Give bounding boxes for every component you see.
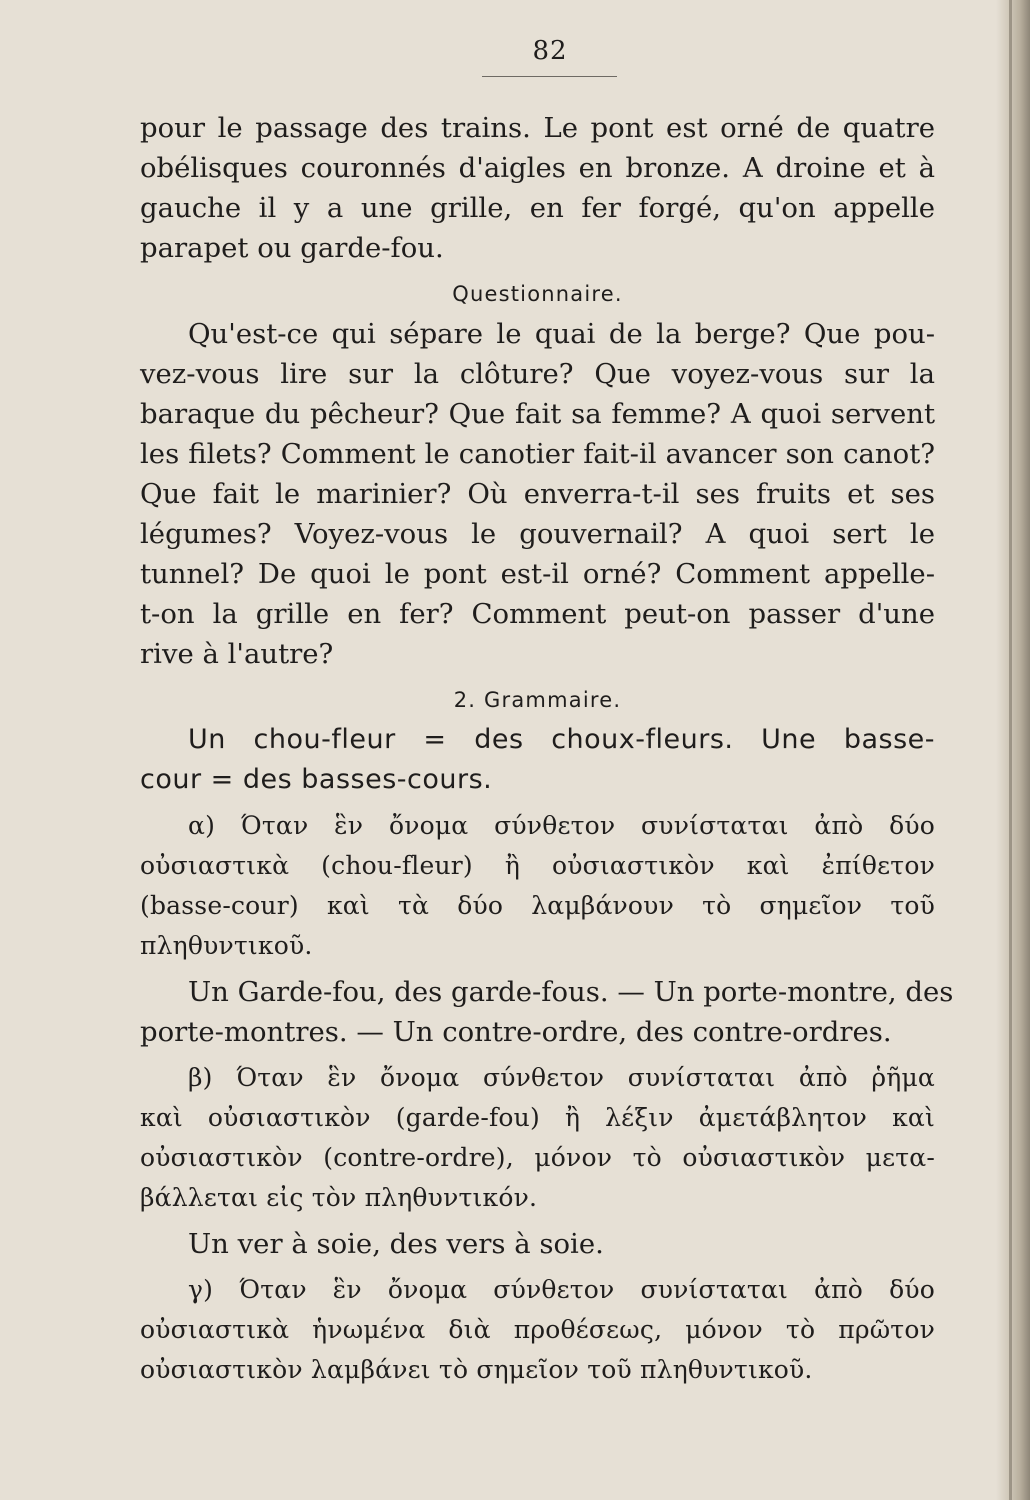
text-line: οὐσιαστικὸν λαμβάνει τὸ σημεῖον τοῦ πληθυντικοῦ. — [140, 1355, 813, 1384]
text-line: Qu'est-ce qui sépare le quai de la berge? Que pou- — [188, 318, 935, 350]
text-line: les filets? Comment le canotier fait-il avancer son canot? — [140, 438, 935, 470]
page-number-rule — [482, 76, 617, 77]
text-line: légumes? Voyez-vous le gouvernail? A quoi sert le — [140, 518, 935, 550]
text-line: οὐσιαστικὰ ἡνωμένα διὰ προθέσεως, μόνον τὸ πρῶτον — [140, 1315, 935, 1344]
text-line: obélisques couronnés d'aigles en bronze. A droine et à — [140, 152, 935, 184]
text-line: rive à l'autre? — [140, 638, 334, 670]
text-line: Un Garde-fou, des garde-fous. — Un porte-montre, des — [188, 976, 954, 1008]
text-line: Un ver à soie, des vers à soie. — [188, 1228, 604, 1260]
text-line: pour le passage des trains. Le pont est orné de quatre — [140, 112, 935, 144]
text-line: baraque du pêcheur? Que fait sa femme? A quoi servent — [140, 398, 935, 430]
page-content — [140, 108, 954, 1396]
text-line: οὐσιαστικὰ (chou-fleur) ἢ οὐσιαστικὸν καὶ ἐπίθετον — [140, 851, 935, 880]
text-line: πληθυντικοῦ. — [140, 931, 313, 960]
grammaire-example-b — [140, 972, 954, 1052]
text-line: β) Όταν ἓν ὄνομα σύνθετον συνίσταται ἀπὸ ῥῆμα — [188, 1063, 935, 1092]
page-edge-line — [1009, 0, 1012, 1500]
text-line: οὐσιαστικὸν (contre-ordre), μόνον τὸ οὐσιαστικὸν μετα- — [140, 1143, 935, 1172]
text-line: gauche il y a une grille, en fer forgé, qu'on appelle — [140, 192, 935, 224]
text-line: vez-vous lire sur la clôture? Que voyez-vous sur la — [140, 358, 935, 390]
text-line: βάλλεται εἰς τὸν πληθυντικόν. — [140, 1183, 538, 1212]
text-line: Un chou-fleur = des choux-fleurs. Une basse- — [188, 724, 935, 755]
page-number: 82 — [532, 36, 568, 66]
questionnaire-heading: Questionnaire. — [452, 282, 623, 306]
questionnaire-paragraph — [140, 314, 935, 674]
grammaire-rule-c — [140, 1270, 935, 1390]
grammaire-rule-b — [140, 1058, 935, 1218]
text-line: porte-montres. — Un contre-ordre, des contre-ordres. — [140, 1016, 892, 1048]
text-line: parapet ou garde-fou. — [140, 232, 444, 264]
text-line: α) Όταν ἓν ὄνομα σύνθετον συνίσταται ἀπὸ δύο — [188, 811, 935, 840]
grammaire-heading: 2. Grammaire. — [453, 688, 622, 712]
grammaire-example-c — [140, 1224, 935, 1264]
text-line: (basse-cour) καὶ τὰ δύο λαμβάνουν τὸ σημεῖον τοῦ — [140, 891, 935, 920]
paragraph-1 — [140, 108, 935, 268]
text-line: γ) Όταν ἓν ὄνομα σύνθετον συνίσταται ἀπὸ δύο — [188, 1275, 935, 1304]
text-line: tunnel? De quoi le pont est-il orné? Comment appelle- — [140, 558, 935, 590]
grammaire-example-a — [140, 720, 935, 800]
grammaire-rule-a — [140, 806, 935, 966]
page-binding-shadow — [996, 0, 1030, 1500]
text-line: t-on la grille en fer? Comment peut-on passer d'une — [140, 598, 935, 630]
text-line: καὶ οὐσιαστικὸν (garde-fou) ἢ λέξιν ἀμετάβλητον καὶ — [140, 1103, 935, 1132]
text-line: cour = des basses-cours. — [140, 764, 493, 795]
text-line: Que fait le marinier? Où enverra-t-il ses fruits et ses — [140, 478, 935, 510]
